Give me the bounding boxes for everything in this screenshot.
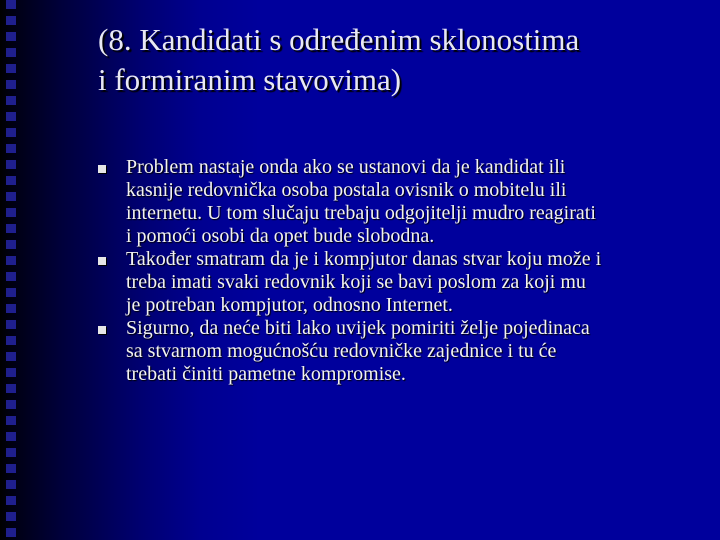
- bullet-3-line-2: sa stvarnom mogućnošću redovničke zajednice i tu će: [126, 340, 557, 362]
- bullet-3-line-1: Sigurno, da neće biti lako uvijek pomiriti želje pojedinaca: [126, 317, 590, 339]
- slide-title: [98, 20, 698, 100]
- left-decorative-stripe: [0, 0, 22, 540]
- bullet-list: [96, 156, 700, 386]
- square-bullet-icon: [98, 326, 106, 334]
- bullet-1-line-4: i pomoći osobi da opet bude slobodna.: [126, 225, 435, 247]
- bullet-1-line-3: internetu. U tom slučaju trebaju odgojitelji mudro reagirati: [126, 202, 596, 224]
- bullet-1-line-1: Problem nastaje onda ako se ustanovi da je kandidat ili: [126, 156, 566, 178]
- bullet-2-line-3: je potreban kompjutor, odnosno Internet.: [126, 294, 453, 316]
- bullet-item-1: [96, 156, 700, 248]
- square-bullet-icon: [98, 257, 106, 265]
- square-bullet-icon: [98, 165, 106, 173]
- bullet-3-line-3: trebati činiti pametne kompromise.: [126, 363, 406, 385]
- bullet-item-3: [96, 317, 700, 386]
- bullet-item-2: [96, 248, 700, 317]
- bullet-2-line-2: treba imati svaki redovnik koji se bavi poslom za koji mu: [126, 271, 586, 293]
- title-line-1: (8. Kandidati s određenim sklonostima: [98, 22, 580, 57]
- bullet-2-line-1: Također smatram da je i kompjutor danas stvar koju može i: [126, 248, 602, 270]
- title-line-2: i formiranim stavovima): [98, 62, 402, 97]
- bullet-1-line-2: kasnije redovnička osoba postala ovisnik o mobitelu ili: [126, 179, 567, 201]
